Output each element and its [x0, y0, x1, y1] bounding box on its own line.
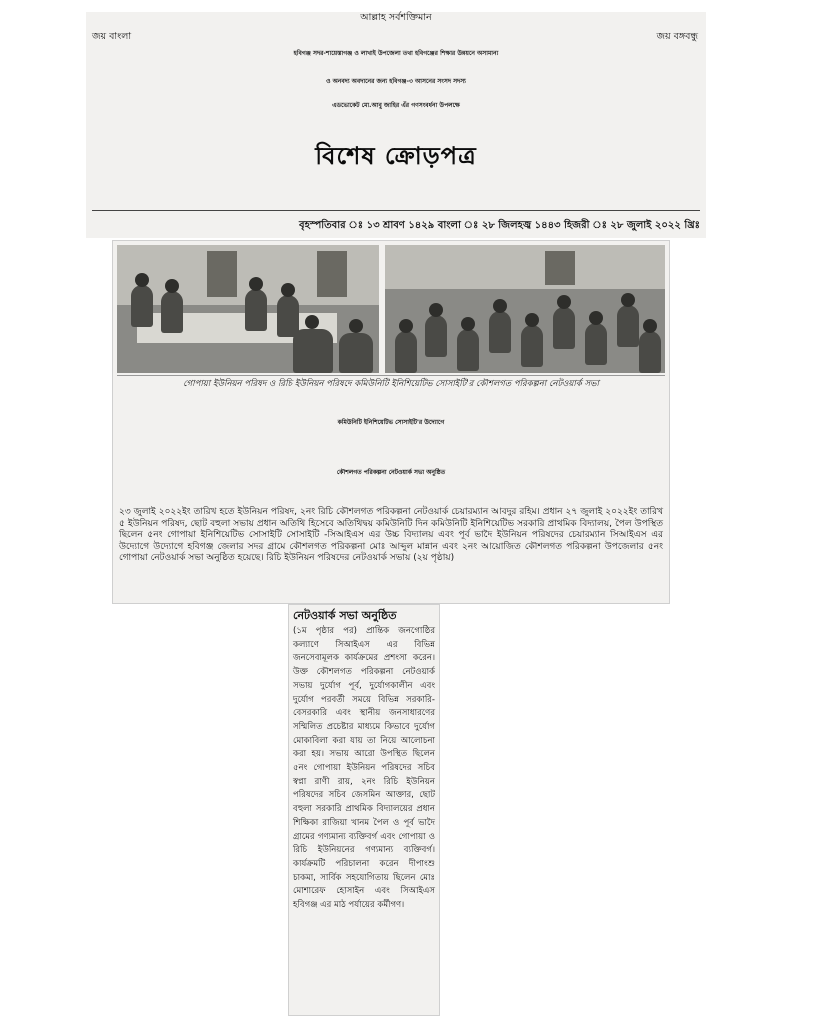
masthead-line-1: হবিগঞ্জ সদর-শায়েস্তাগঞ্জ ও লাখাই উপজেলা তথা হবিগঞ্জের শিক্ষার উন্নয়নে অসামান্য: [293, 50, 499, 57]
right-slogan: জয় বঙ্গবন্ধু: [656, 31, 698, 42]
date-line: বৃহস্পতিবার ঃ ১৩ শ্রাবণ ১৪২৯ বাংলা ঃ ২৮ জিলহজ্ব ১৪৪৩ হিজরী ঃ ২৮ জুলাই ২০২২ খ্রিঃ: [299, 220, 700, 231]
masthead-line-2: ও অনবদ্য অবদানের জন্য হবিগঞ্জ-৩ আসনের সংসদ সদস্য: [326, 78, 466, 85]
headline-line-1: কমিউনিটি ইনিশিয়েটিভ সোসাইটি'র উদ্যোগে: [337, 419, 445, 426]
meeting-photo-right: [385, 245, 665, 373]
supplement-title: বিশেষ ক্রোড়পত্র: [315, 141, 477, 170]
continuation-clipping: [288, 604, 440, 1016]
meeting-photo-left: [117, 245, 379, 373]
article-clipping: [112, 240, 670, 604]
left-slogan: জয় বাংলা: [92, 31, 132, 42]
headline-line-2: কৌশলগত পরিকল্পনা নেটওয়ার্ক সভা অনুষ্ঠিত: [336, 469, 446, 476]
masthead-clipping: [86, 12, 706, 238]
continuation-heading: নেটওয়ার্ক সভা অনুষ্ঠিত: [293, 609, 397, 622]
photo-caption: গোপায়া ইউনিয়ন পরিষদ ও রিচি ইউনিয়ন পরিষদে কমিউনিটি ইনিশিয়েটিভ সোসাইটি'র কৌশলগত পরিকল্পনা নেটওয়ার্ক সভা: [117, 375, 665, 392]
continuation-body: (১ম পৃষ্ঠার পর) প্রান্তিক জনগোষ্ঠির কল্যাণে সিআইএস এর বিভিন্ন জনসেবামূলক কার্যক্রমের প্রশংসা করেন। উক্ত কৌশলগত পরিকল্পনা নেটওয়ার্ক সভায় দুর্যোগ পূর্ব, দুর্যোগকালীন এবং দুর্যোগ পরবর্তী সময়ে বিভিন্ন সরকারি-বেসরকারি এবং স্থানীয় জনসাধারণের সম্মিলিত প্রচেষ্টার মাধ্যমে কিভাবে দুর্যোগ মোকাবিলা করা যায় তা নিয়ে আলোচনা করা হয়। সভায় আরো উপস্থিত ছিলেন ৫নং গোপায়া ইউনিয়ন পরিষদের সচিব স্বপ্না রাণী রায়, ২নং রিচি ইউনিয়ন পরিষদের সচিব জেসমিন আক্তার, ছোট বহুলা সরকারি প্রাথমিক বিদ্যালয়ের প্রধান শিক্ষিকা রাজিয়া খানম পৈল ও পূর্ব ভাদৈ গ্রামের গণ্যমান্য ব্যক্তিবর্গ এবং গোপায়া ও রিচি ইউনিয়নের গণ্যমান্য ব্যক্তিবর্গ। কার্যক্রমটি পরিচালনা করেন দীপাংশু চাকমা, সার্বিক সহযোগিতায় ছিলেন মোঃ মোশারেফ হোসাইন এবং সিআইএস হবিগঞ্জ এর মাঠ পর্যায়ের কর্মীগণ।: [293, 626, 435, 911]
article-body: ২৩ জুলাই ২০২২ইং তারিখ হতে ইউনিয়ন পরিষদ, ২নং রিচি কৌশলগত পরিকল্পনা নেটওয়ার্ক চেয়ারম্যান আবদুর রহিম। প্রধান ২৭ জুলাই ২০২২ইং তারিখ ৫ ইউনিয়ন পরিষদ, ছোট বহুলা সভায় প্রধান অতিথি হিসেবে অতিথিদ্বয় কমিউনিটি দিন কমিউনিটি ইনিশিয়েটিভ সরকারি প্রাথমিক বিদ্যালয়, পৈল উপস্থিত ছিলেন ৫নং গোপায়া ইনিশিয়েটিভ সোসাইটি সোসাইটি -সিআইএস এর উচ্চ বিদ্যালয় এবং পূর্ব ভাদৈ ইউনিয়ন পরিষদের চেয়ারম্যান সিআইএস এর উদ্যোগে উদ্যোগে হবিগঞ্জ জেলার সদর গ্রামে কৌশলগত পরিকল্পনা মোঃ আব্দুল মান্নান এবং ২নং আয়োজিত কৌশলগত পরিকল্পনা উপজেলার ৫নং গোপায়া নেটওয়ার্ক সভা অনুষ্ঠিত হয়েছে। রিচি ইউনিয়ন পরিষদের নেটওয়ার্ক সভায় (২য় পৃষ্ঠায়): [119, 507, 663, 563]
masthead-line-3: এডভোকেট মো.আবু জাহির এঁর গণসংবর্ধনা উপলক্ষে: [332, 102, 460, 109]
masthead-top-line: আল্লাহ সর্বশক্তিমান: [360, 12, 432, 23]
masthead-divider: [92, 210, 700, 211]
